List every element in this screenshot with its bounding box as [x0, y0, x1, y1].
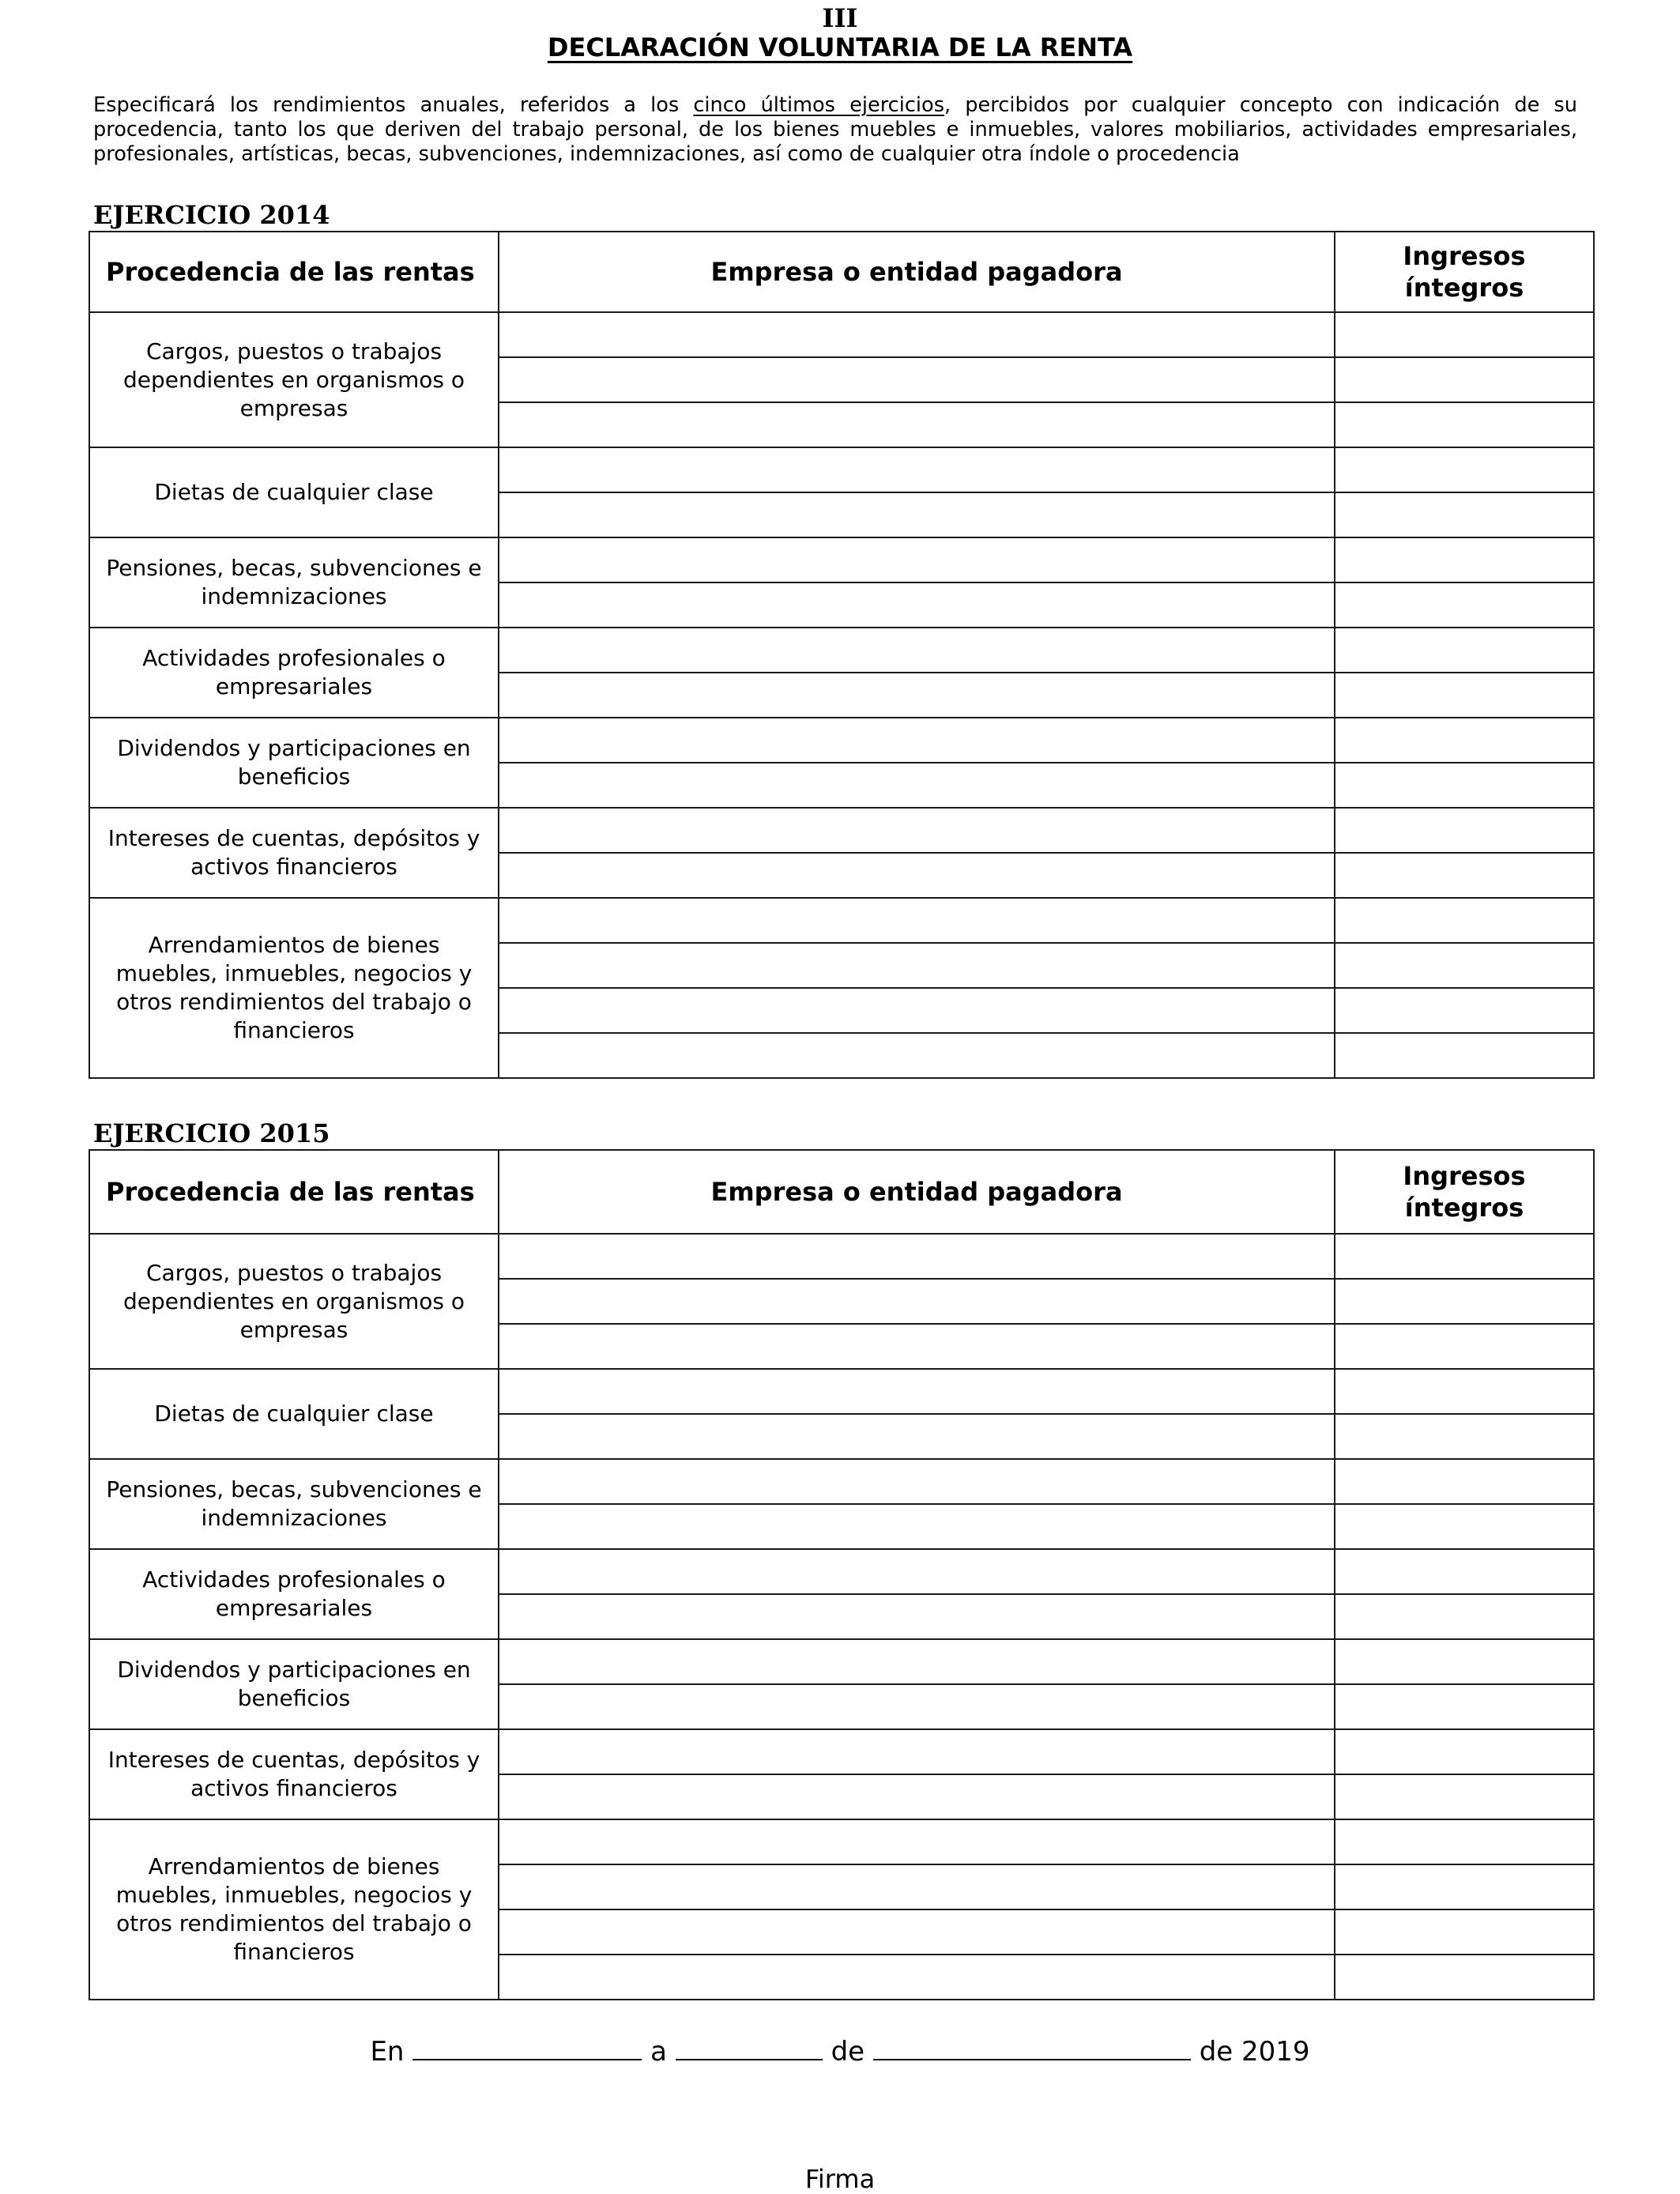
empresa-field[interactable] [499, 1504, 1335, 1549]
empresa-field[interactable] [499, 1279, 1335, 1324]
empresa-field[interactable] [499, 1774, 1335, 1819]
empresa-field[interactable] [499, 1324, 1335, 1369]
empresa-field[interactable] [499, 628, 1335, 673]
ingresos-field[interactable] [1335, 853, 1594, 898]
empresa-field[interactable] [499, 943, 1335, 988]
ingresos-field[interactable] [1335, 1504, 1594, 1549]
day-field[interactable] [676, 2035, 823, 2060]
empresa-field[interactable] [499, 898, 1335, 943]
category-label: Arrendamientos de bienes muebles, inmuebles, negocios y otros rendimientos del trabajo o financieros [89, 898, 499, 1078]
header-ingresos-line2: íntegros [1404, 273, 1524, 303]
table-row [89, 1549, 1594, 1594]
ingresos-field[interactable] [1335, 1234, 1594, 1279]
ingresos-field[interactable] [1335, 673, 1594, 718]
table-row [89, 628, 1594, 673]
empresa-field[interactable] [499, 1459, 1335, 1504]
ingresos-field[interactable] [1335, 1955, 1594, 2000]
page-title-text: DECLARACIÓN VOLUNTARIA DE LA RENTA [547, 32, 1133, 62]
ingresos-field[interactable] [1335, 1729, 1594, 1774]
table-row [89, 808, 1594, 853]
ingresos-field[interactable] [1335, 1324, 1594, 1369]
header-empresa: Empresa o entidad pagadora [499, 232, 1335, 312]
category-label: Cargos, puestos o trabajos dependientes en organismos o empresas [89, 1234, 499, 1369]
footer-year: de 2019 [1199, 2036, 1310, 2068]
footer-de: de [831, 2036, 865, 2068]
intro-text-1: Especificará los rendimientos anuales, referidos a los [93, 93, 694, 117]
empresa-field[interactable] [499, 402, 1335, 447]
intro-underlined: cinco últimos ejercicios [693, 93, 945, 117]
place-date-line [0, 2034, 1680, 2069]
ingresos-field[interactable] [1335, 402, 1594, 447]
ingresos-field[interactable] [1335, 1864, 1594, 1909]
category-label: Actividades profesionales o empresariales [89, 628, 499, 718]
table-row [89, 1369, 1594, 1414]
ingresos-field[interactable] [1335, 943, 1594, 988]
empresa-field[interactable] [499, 988, 1335, 1033]
header-ingresos-line2: íntegros [1404, 1193, 1524, 1223]
ejercicio-2015-table [89, 1149, 1595, 2000]
empresa-field[interactable] [499, 808, 1335, 853]
footer-en: En [370, 2036, 405, 2068]
ingresos-field[interactable] [1335, 1414, 1594, 1459]
empresa-field[interactable] [499, 1549, 1335, 1594]
ingresos-field[interactable] [1335, 718, 1594, 763]
category-label: Dietas de cualquier clase [89, 447, 499, 537]
ejercicio-2015-label: EJERCICIO 2015 [93, 1118, 330, 1148]
ingresos-field[interactable] [1335, 357, 1594, 402]
month-field[interactable] [873, 2035, 1191, 2060]
ingresos-field[interactable] [1335, 312, 1594, 357]
header-ingresos-line1: Ingresos [1403, 1161, 1526, 1191]
ingresos-field[interactable] [1335, 1774, 1594, 1819]
empresa-field[interactable] [499, 582, 1335, 628]
empresa-field[interactable] [499, 1234, 1335, 1279]
table-row [89, 1639, 1594, 1684]
header-procedencia: Procedencia de las rentas [89, 1150, 499, 1234]
category-label: Intereses de cuentas, depósitos y activos financieros [89, 1729, 499, 1819]
category-label: Pensiones, becas, subvenciones e indemnizaciones [89, 537, 499, 628]
header-row [89, 1150, 1594, 1234]
empresa-field[interactable] [499, 357, 1335, 402]
empresa-field[interactable] [499, 1819, 1335, 1864]
category-label: Intereses de cuentas, depósitos y activos financieros [89, 808, 499, 898]
table-row [89, 1459, 1594, 1504]
ingresos-field[interactable] [1335, 628, 1594, 673]
ingresos-field[interactable] [1335, 1909, 1594, 1955]
ingresos-field[interactable] [1335, 898, 1594, 943]
empresa-field[interactable] [499, 1369, 1335, 1414]
instructions-paragraph [93, 93, 1577, 167]
empresa-field[interactable] [499, 1639, 1335, 1684]
header-row [89, 232, 1594, 312]
section-number: III [822, 3, 858, 33]
empresa-field[interactable] [499, 537, 1335, 582]
category-label: Dietas de cualquier clase [89, 1369, 499, 1459]
empresa-field[interactable] [499, 1414, 1335, 1459]
header-empresa: Empresa o entidad pagadora [499, 1150, 1335, 1234]
header-ingresos-line1: Ingresos [1403, 241, 1526, 271]
ingresos-field[interactable] [1335, 763, 1594, 808]
empresa-field[interactable] [499, 447, 1335, 492]
signature-label: Firma [804, 2164, 876, 2194]
ingresos-field[interactable] [1335, 988, 1594, 1033]
empresa-field[interactable] [499, 763, 1335, 808]
ingresos-field[interactable] [1335, 1459, 1594, 1504]
ingresos-field[interactable] [1335, 492, 1594, 537]
category-label: Pensiones, becas, subvenciones e indemnizaciones [89, 1459, 499, 1549]
empresa-field[interactable] [499, 1909, 1335, 1955]
intro-text-2: , percibidos por cualquier concepto con indicación de su procedencia, tanto los que deriven del trabajo personal, de los bienes muebles e inmuebles, valores mobiliarios, actividades empresariales, profesionales, artísticas, becas, subvenciones, indemnizaciones, así como de cualquier otra índole o procedencia [93, 93, 1577, 166]
empresa-field[interactable] [499, 1684, 1335, 1729]
ingresos-field[interactable] [1335, 1369, 1594, 1414]
header-ingresos [1335, 1150, 1594, 1234]
ingresos-field[interactable] [1335, 1279, 1594, 1324]
footer-a: a [650, 2036, 667, 2068]
ingresos-field[interactable] [1335, 808, 1594, 853]
category-label: Cargos, puestos o trabajos dependientes en organismos o empresas [89, 312, 499, 447]
table-row [89, 1729, 1594, 1774]
table-row [89, 1819, 1594, 1864]
category-label: Dividendos y participaciones en beneficios [89, 1639, 499, 1729]
header-procedencia: Procedencia de las rentas [89, 232, 499, 312]
empresa-field[interactable] [499, 1729, 1335, 1774]
category-label: Arrendamientos de bienes muebles, inmuebles, negocios y otros rendimientos del trabajo o financieros [89, 1819, 499, 2000]
ingresos-field[interactable] [1335, 1684, 1594, 1729]
ingresos-field[interactable] [1335, 1033, 1594, 1078]
ingresos-field[interactable] [1335, 537, 1594, 582]
table-row [89, 718, 1594, 763]
ingresos-field[interactable] [1335, 1594, 1594, 1639]
empresa-field[interactable] [499, 1864, 1335, 1909]
category-label: Dividendos y participaciones en beneficios [89, 718, 499, 808]
place-field[interactable] [412, 2035, 642, 2060]
ejercicio-2014-label: EJERCICIO 2014 [93, 200, 330, 230]
table-row [89, 898, 1594, 943]
category-label: Actividades profesionales o empresariales [89, 1549, 499, 1639]
empresa-field[interactable] [499, 853, 1335, 898]
page-title [0, 32, 1680, 63]
table-row [89, 447, 1594, 492]
empresa-field[interactable] [499, 718, 1335, 763]
table-row [89, 1234, 1594, 1279]
ingresos-field[interactable] [1335, 1549, 1594, 1594]
ingresos-field[interactable] [1335, 447, 1594, 492]
ingresos-field[interactable] [1335, 1639, 1594, 1684]
ejercicio-2014-table [89, 231, 1595, 1079]
empresa-field[interactable] [499, 1033, 1335, 1078]
header-ingresos [1335, 232, 1594, 312]
empresa-field[interactable] [499, 1594, 1335, 1639]
empresa-field[interactable] [499, 312, 1335, 357]
empresa-field[interactable] [499, 492, 1335, 537]
table-row [89, 537, 1594, 582]
table-row [89, 312, 1594, 357]
ingresos-field[interactable] [1335, 582, 1594, 628]
ingresos-field[interactable] [1335, 1819, 1594, 1864]
empresa-field[interactable] [499, 1955, 1335, 2000]
empresa-field[interactable] [499, 673, 1335, 718]
